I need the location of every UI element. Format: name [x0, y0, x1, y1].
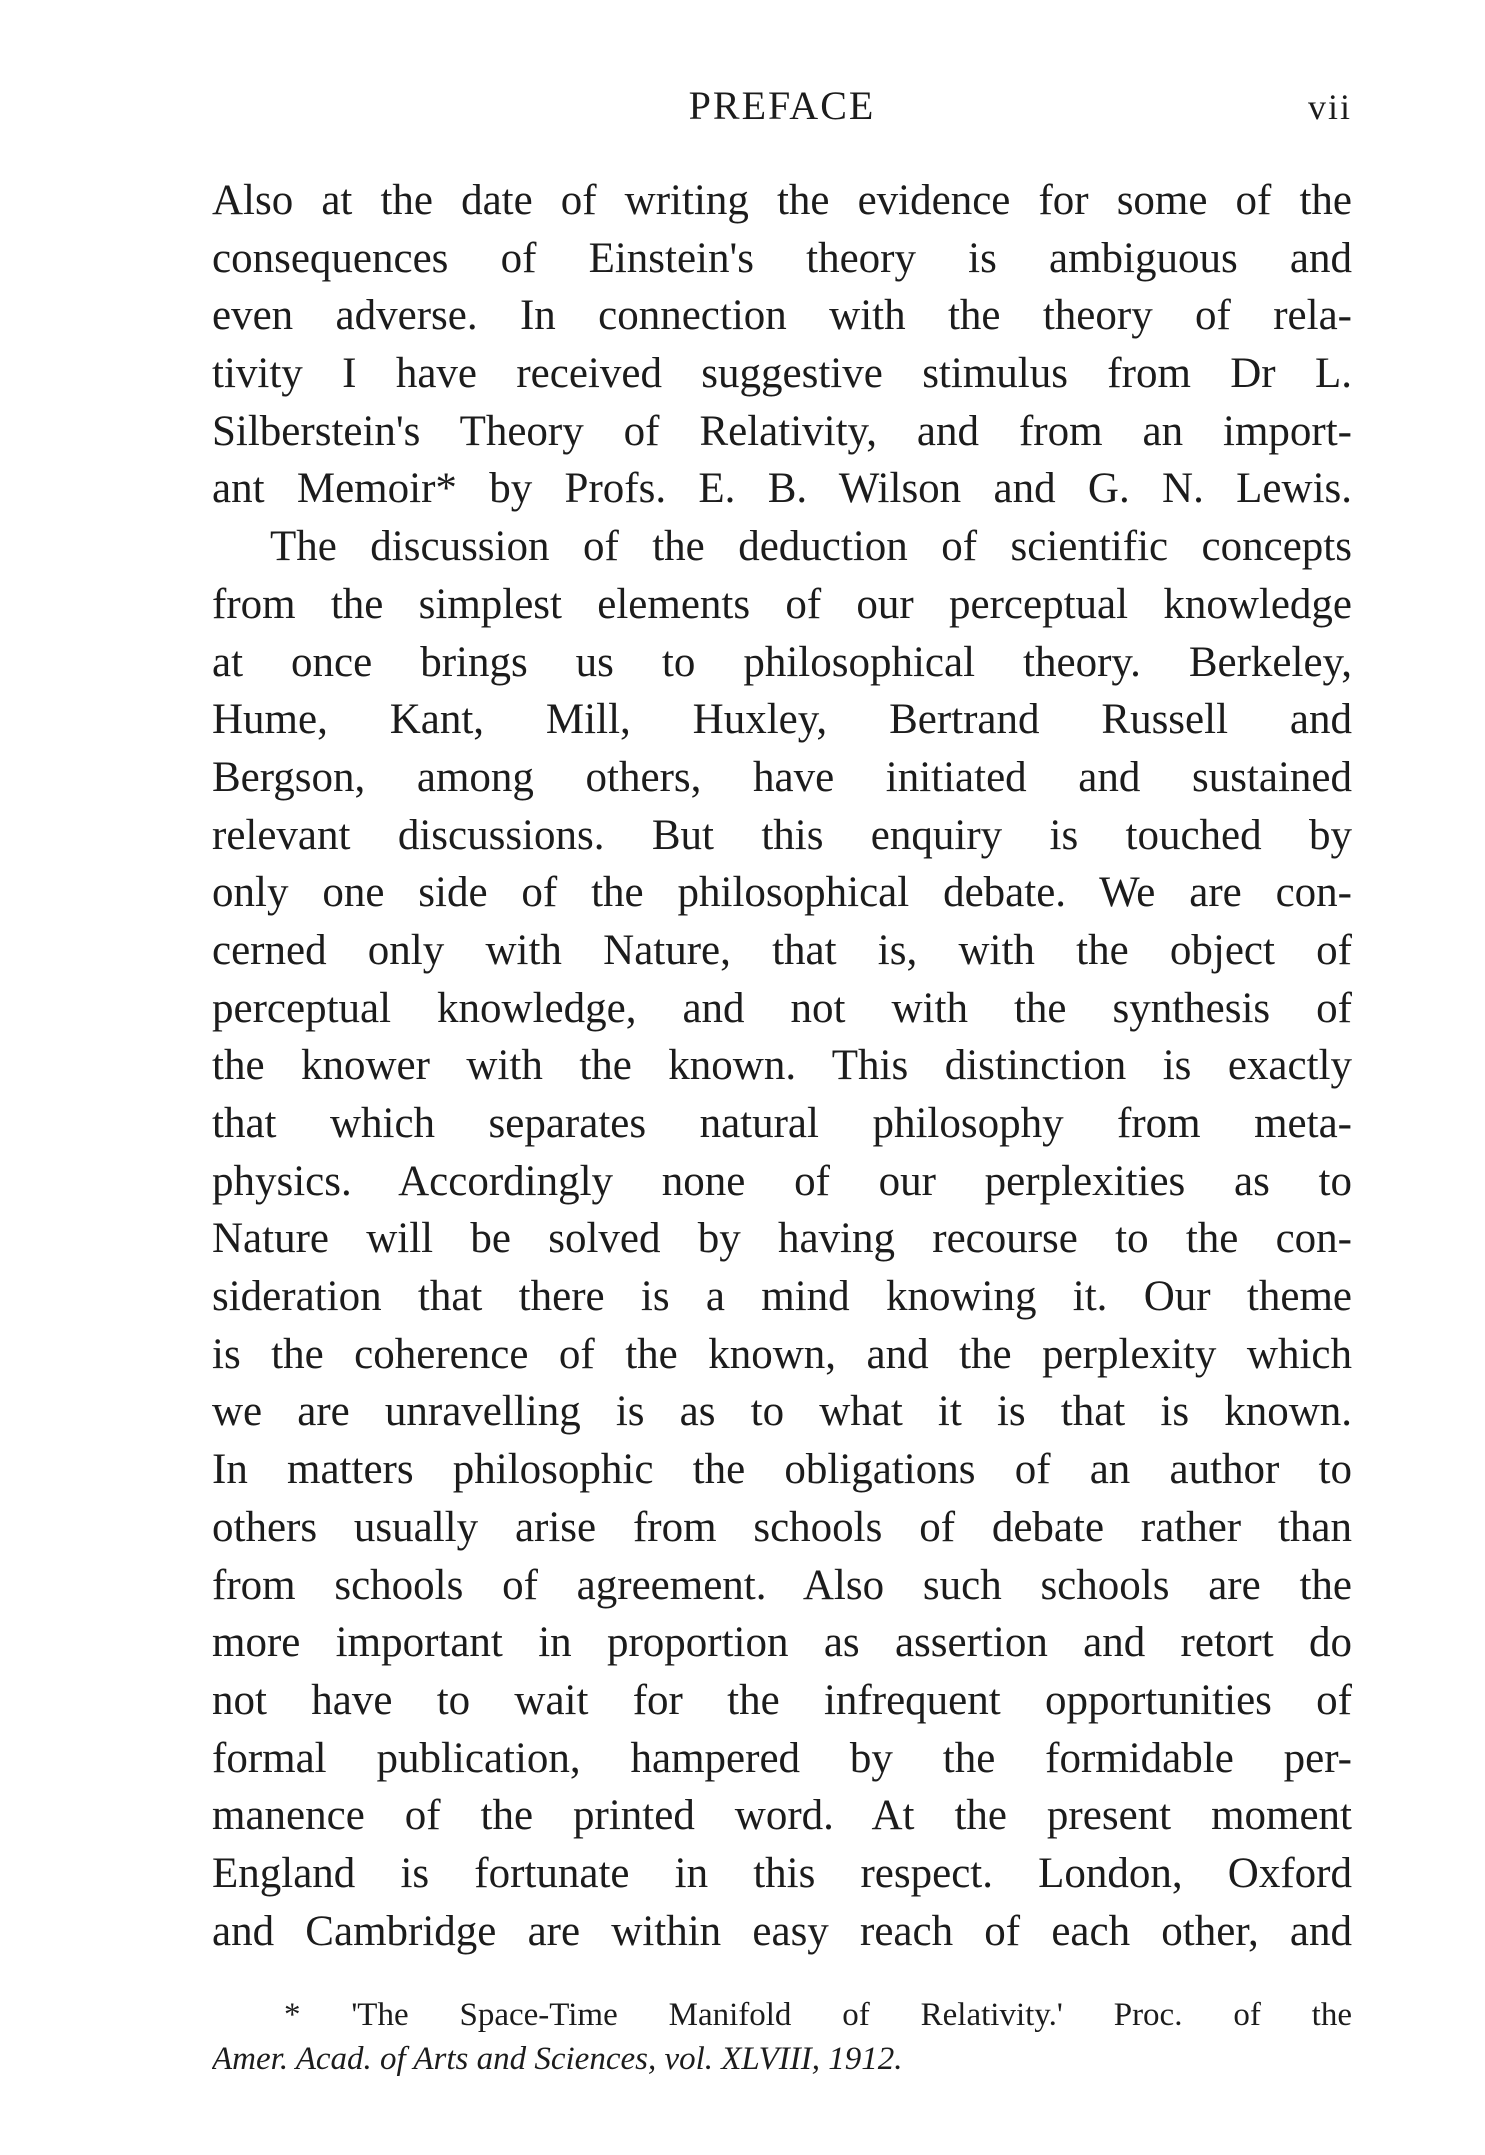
- text-line: Nature will be solved by having recourse to the con-: [212, 1215, 1352, 1263]
- text-line: perceptual knowledge, and not with the synthesis of: [212, 984, 1352, 1032]
- text-line: The discussion of the deduction of scientific concepts: [270, 523, 1352, 571]
- text-line: only one side of the philosophical debate. We are con-: [212, 869, 1352, 917]
- text-line: more important in proportion as assertion and retort do: [212, 1619, 1352, 1667]
- text-line: and Cambridge are within easy reach of each other, and: [212, 1907, 1352, 1955]
- text-line: tivity I have received suggestive stimulus from Dr L.: [212, 350, 1352, 398]
- text-line: In matters philosophic the obligations of an author to: [212, 1446, 1352, 1494]
- footnote: [212, 1993, 1352, 2081]
- running-head: PREFACE: [688, 83, 876, 128]
- text-line: sideration that there is a mind knowing it. Our theme: [212, 1273, 1352, 1321]
- text-line: from the simplest elements of our perceptual knowledge: [212, 580, 1352, 628]
- footnote-line: * 'The Space-Time Manifold of Relativity.' Proc. of the: [284, 1997, 1352, 2033]
- page-header: [212, 0, 1352, 140]
- text-line: Hume, Kant, Mill, Huxley, Bertrand Russell and: [212, 696, 1352, 744]
- text-line: formal publication, hampered by the formidable per-: [212, 1734, 1352, 1782]
- book-page: [212, 0, 1352, 2077]
- text-line: cerned only with Nature, that is, with the object of: [212, 926, 1352, 974]
- text-line: Also at the date of writing the evidence for some of the: [212, 177, 1352, 224]
- text-line: ant Memoir* by Profs. E. B. Wilson and G. N. Lewis.: [212, 465, 1352, 513]
- text-line: relevant discussions. But this enquiry is touched by: [212, 811, 1352, 859]
- footnote-line: Amer. Acad. of Arts and Sciences, vol. XLVIII, 1912.: [212, 2041, 903, 2077]
- text-line: England is fortunate in this respect. London, Oxford: [212, 1849, 1352, 1897]
- text-line: at once brings us to philosophical theory. Berkeley,: [212, 638, 1352, 686]
- text-line: the knower with the known. This distinction is exactly: [212, 1042, 1352, 1090]
- text-line: that which separates natural philosophy from meta-: [212, 1100, 1352, 1147]
- page-number: vii: [1307, 87, 1352, 127]
- body-text: [212, 172, 1352, 1960]
- text-line: from schools of agreement. Also such schools are the: [212, 1561, 1352, 1609]
- text-line: physics. Accordingly none of our perplexities as to: [212, 1157, 1352, 1205]
- text-line: not have to wait for the infrequent opportunities of: [212, 1676, 1352, 1724]
- text-line: we are unravelling is as to what it is that is known.: [212, 1388, 1352, 1436]
- text-line: is the coherence of the known, and the perplexity which: [212, 1330, 1352, 1378]
- text-line: manence of the printed word. At the present moment: [212, 1792, 1352, 1840]
- text-line: Silberstein's Theory of Relativity, and from an import-: [212, 407, 1352, 455]
- text-line: Bergson, among others, have initiated and sustained: [212, 753, 1352, 801]
- text-line: even adverse. In connection with the theory of rela-: [212, 292, 1352, 340]
- text-line: consequences of Einstein's theory is ambiguous and: [212, 234, 1352, 282]
- text-line: others usually arise from schools of debate rather than: [212, 1503, 1352, 1551]
